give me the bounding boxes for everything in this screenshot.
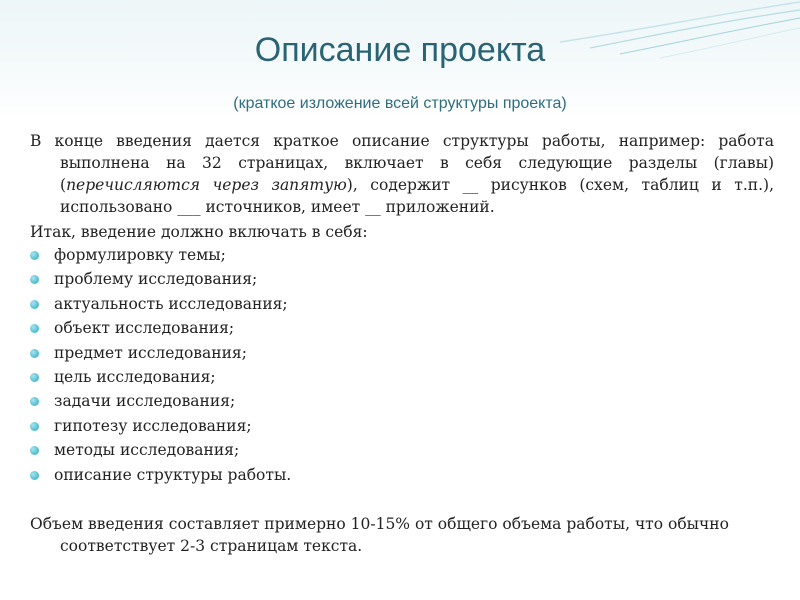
list-item-text: задачи исследования; <box>54 392 236 411</box>
round-bullet-icon <box>30 300 39 309</box>
round-bullet-icon <box>30 471 39 480</box>
list-item-text: объект исследования; <box>54 319 235 338</box>
intro-text-part1: В конце введения дается краткое описание структуры работы, например: работа выполнена на 32 страницах, включает в себя следующие разделы (главы) ( <box>30 132 774 194</box>
list-item-text: актуальность исследования; <box>54 294 288 313</box>
round-bullet-icon <box>30 446 39 455</box>
list-item <box>30 316 774 340</box>
summary-paragraph: Объем введения составляет примерно 10-15% от общего объема работы, что обычно соответствует 2-3 страницам текста. <box>30 514 729 555</box>
slide-subtitle: (краткое изложение всей структуры проекта) <box>233 95 567 112</box>
list-item-text: описание структуры работы. <box>54 465 292 484</box>
round-bullet-icon <box>30 275 39 284</box>
round-bullet-icon <box>30 422 39 431</box>
intro-text-part2: ), содержит __ рисунков (схем, таблиц и т.п.), использовано ___ источников, имеет __ приложений. <box>60 176 774 216</box>
intro-text-italic: перечисляются через запятую <box>66 176 347 194</box>
intro-paragraph <box>30 130 774 218</box>
list-item-text: цель исследования; <box>54 367 216 386</box>
list-item-text: методы исследования; <box>54 441 240 460</box>
round-bullet-icon <box>30 373 39 382</box>
bullet-list <box>30 243 774 487</box>
slide-title: Описание проекта <box>254 31 546 69</box>
round-bullet-icon <box>30 324 39 333</box>
list-item <box>30 389 774 413</box>
list-item <box>30 438 774 462</box>
slide-content <box>30 130 774 557</box>
list-item-text: проблему исследования; <box>54 270 258 289</box>
list-item-text: гипотезу исследования; <box>54 416 252 435</box>
lead-text: Итак, введение должно включать в себя: <box>30 223 368 241</box>
list-item <box>30 414 774 438</box>
list-item <box>30 341 774 365</box>
list-item <box>30 463 774 487</box>
list-item <box>30 292 774 316</box>
list-item <box>30 365 774 389</box>
round-bullet-icon <box>30 251 39 260</box>
list-item <box>30 267 774 291</box>
round-bullet-icon <box>30 349 39 358</box>
list-item-text: формулировку темы; <box>54 246 226 264</box>
list-item <box>30 243 774 267</box>
round-bullet-icon <box>30 397 39 406</box>
list-item-text: предмет исследования; <box>54 343 247 362</box>
